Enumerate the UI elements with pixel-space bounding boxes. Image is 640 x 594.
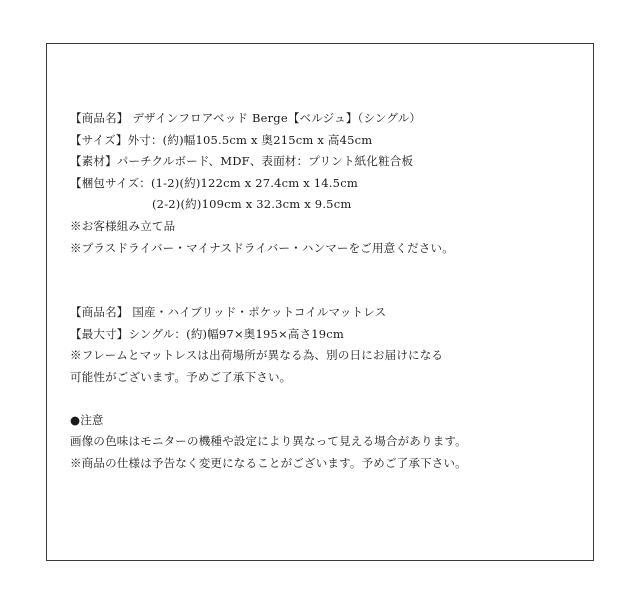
notice-spec-change-disclaimer: ※商品の仕様は予告なく変更になることがございます。予めご了承下さい。 [70,455,467,470]
product1-size: 【サイズ】外寸：(約)幅105.5cm x 奥215cm x 高45cm [70,132,373,147]
product1-package-size-1: 【梱包サイズ：(1-2)(約)122cm x 27.4cm x 14.5cm [70,175,358,190]
product1-assembly-note: ※お客様組み立て品 [70,218,176,233]
product1-name: 【商品名】 デザインフロアベッド Berge【ベルジュ】（シングル） [70,111,422,125]
product1-material: 【素材】パーチクルボード、MDF、表面材：プリント紙化粧合板 [70,154,414,169]
notice-color-disclaimer: 画像の色味はモニターの機種や設定により異なって見える場合があります。 [70,434,467,449]
product2-max-dimensions: 【最大寸】シングル：(約)幅97×奥195×高さ19cm [70,326,345,341]
section-spacer [70,389,590,410]
notice-heading: ●注意 [70,412,104,427]
product2-name: 【商品名】 国産・ハイブリッド・ポケットコイルマットレス [70,305,387,320]
section-spacer [70,259,590,302]
product1-package-size-2: (2-2)(約)109cm x 32.3cm x 9.5cm [152,197,352,212]
product-description [70,108,590,474]
product1-tools-note: ※プラスドライバー・マイナスドライバー・ハンマーをご用意ください。 [70,240,454,255]
product2-shipping-note-2: 可能性がございます。予めご了承下さい。 [70,369,292,384]
product2-shipping-note-1: ※フレームとマットレスは出荷場所が異なる為、別の日にお届けになる [70,348,444,363]
